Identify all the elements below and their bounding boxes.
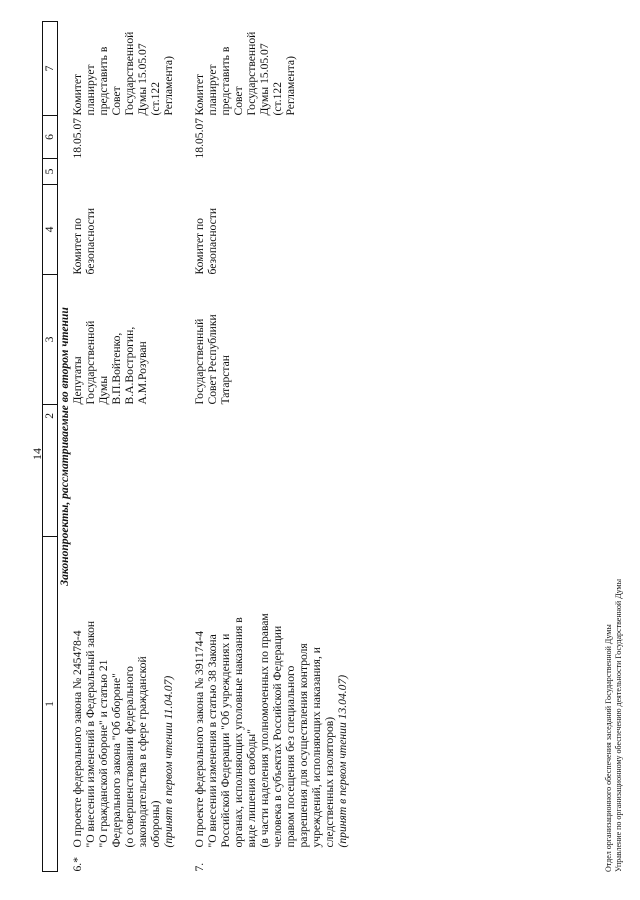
remark-cell: [71, 22, 175, 116]
column-header: 4: [43, 185, 58, 275]
table-row: [175, 22, 349, 872]
initiator-line: Депутаты: [71, 356, 84, 405]
bill-title-line: О проекте федерального закона № 245478-4: [71, 630, 84, 848]
bills-table: [42, 21, 349, 872]
footer-line: Управление по организационному обеспечению деятельности Государственной Думы: [614, 579, 623, 872]
bill-title-line: "О гражданской обороне" и статью 21: [97, 659, 110, 848]
remark-line: представить в Совет: [97, 46, 123, 116]
committee-line: безопасности: [206, 207, 219, 275]
section-row: [58, 22, 72, 872]
committee-line: Комитет по: [71, 218, 84, 275]
date-cell: 18.05.07: [71, 117, 84, 159]
bill-title-line: Федерального закона "Об обороне": [110, 673, 123, 848]
bill-title-line: разрешения для осуществления контроля: [297, 643, 310, 848]
remark-line: Думы 15.05.07: [258, 43, 271, 116]
remark-line: Думы 15.05.07: [136, 43, 149, 116]
bill-title-line: человека в субъектах Российской Федерации: [271, 625, 284, 848]
initiator-line: Совет Республики: [206, 314, 219, 405]
column-header: 7: [43, 22, 58, 116]
column-header: 2: [43, 405, 58, 537]
bill-title-line: следственных изоляторов): [323, 716, 336, 848]
col5-cell: [175, 159, 349, 185]
initiator-cell: [175, 275, 349, 405]
initiator-line: В.П.Войтенко,: [110, 332, 123, 405]
bill-title-line: виде лишения свободы": [245, 729, 258, 848]
bill-title-line: органах, исполняющих уголовные наказания в: [232, 617, 245, 848]
initiator-line: Государственной: [84, 320, 97, 405]
remark-line: Комитет планирует: [71, 64, 97, 116]
row-number: 6.*: [71, 857, 84, 872]
column-header: 3: [43, 275, 58, 405]
row-number: 7.: [193, 862, 206, 872]
bill-title-line: законодательства в сфере гражданской: [136, 656, 149, 848]
reading-note: (принят в первом чтении 11.04.07): [162, 675, 175, 848]
bill-title-line: О проекте федерального закона № 391174-4: [193, 630, 206, 848]
footer: [604, 579, 624, 872]
reading-note: (принят в первом чтении 13.04.07): [336, 674, 349, 848]
page-number: 14: [30, 448, 44, 460]
table-row: [71, 22, 175, 872]
section-title: Законопроекты, рассматриваемые во втором чтении: [58, 307, 71, 586]
bill-title-line: (в части наделения уполномоченных по правам: [258, 613, 271, 848]
bill-title-line: обороны): [149, 800, 162, 848]
column-header: 1: [43, 537, 58, 872]
initiator-line: Государственный: [193, 318, 206, 405]
bill-title-line: "О внесении изменения в статью 38 Закона: [206, 634, 219, 848]
bill-title-line: Российской Федерации "Об учреждениях и: [219, 633, 232, 848]
remark-line: Комитет планирует: [193, 64, 219, 116]
committee-line: безопасности: [84, 207, 97, 275]
footer-line: Отдел организационного обеспечения заседаний Государственной Думы: [604, 624, 613, 872]
column-header: 5: [43, 159, 58, 185]
bill-title-line: (о совершенствовании федерального: [123, 666, 136, 848]
committee-cell: [71, 185, 175, 275]
initiator-line: Думы: [97, 375, 110, 405]
bill-title-line: правом посещения без специального: [284, 665, 297, 848]
bill-cell: [175, 405, 349, 872]
remark-cell: [175, 22, 349, 116]
bill-cell: [71, 405, 175, 872]
remark-line: Государственной: [123, 31, 136, 116]
initiator-line: Татарстан: [219, 355, 232, 405]
remark-line: (ст.122 Регламента): [149, 56, 175, 116]
committee-cell: [175, 185, 349, 275]
remark-line: Государственной: [245, 31, 258, 116]
committee-line: Комитет по: [193, 218, 206, 275]
column-header: 6: [43, 116, 58, 159]
column-header-row: [43, 22, 58, 872]
remark-line: (ст.122 Регламента): [271, 56, 297, 116]
col5-cell: [71, 159, 175, 185]
initiator-line: В.А.Вострогин,: [123, 326, 136, 405]
remark-line: представить в Совет: [219, 46, 245, 116]
bill-title-line: "О внесении изменений в Федеральный закон: [84, 620, 97, 848]
date-cell: 18.05.07: [193, 117, 206, 159]
bill-title-line: учреждений, исполняющих наказания, и: [310, 647, 323, 848]
initiator-cell: [71, 275, 175, 405]
initiator-line: А.М.Розуван: [136, 341, 149, 405]
